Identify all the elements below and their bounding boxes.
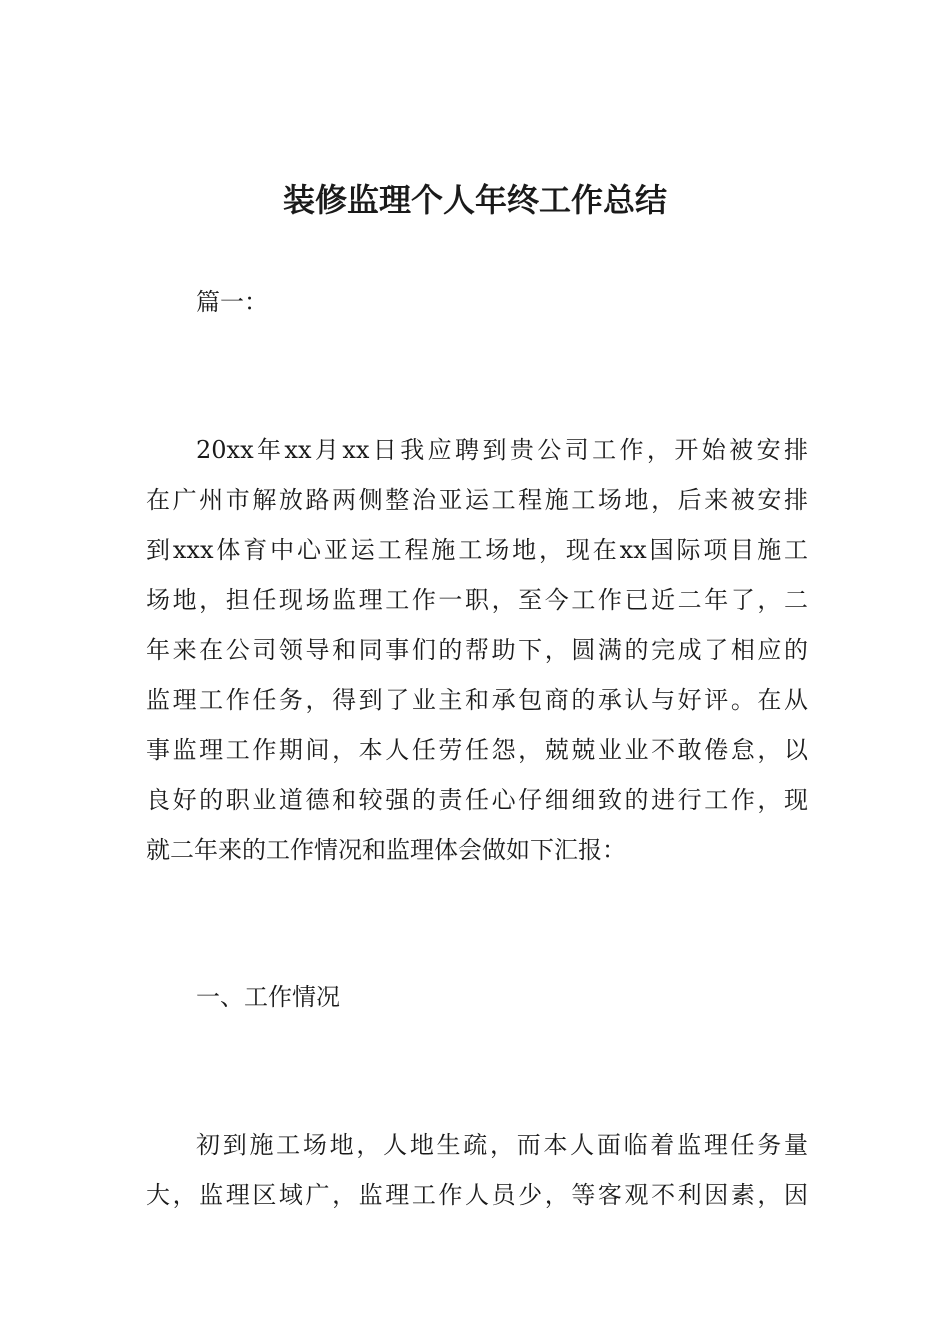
section-heading: 一、工作情况 xyxy=(196,983,340,1011)
document-title: 装修监理个人年终工作总结 xyxy=(282,181,667,219)
paragraph-line: 到xxx体育中心亚运工程施工场地，现在xx国际项目施工 xyxy=(146,536,808,564)
paragraph-line: 场地，担任现场监理工作一职，至今工作已近二年了，二 xyxy=(146,586,808,614)
paragraph-line: 监理工作任务，得到了业主和承包商的承认与好评。在从 xyxy=(146,686,808,714)
paragraph-intro xyxy=(146,425,808,875)
paragraph-line: 良好的职业道德和较强的责任心仔细细致的进行工作，现 xyxy=(146,786,808,814)
paragraph-line: 大，监理区域广，监理工作人员少，等客观不利因素，因 xyxy=(146,1181,808,1209)
paragraph-line: 20xx年xx月xx日我应聘到贵公司工作，开始被安排 xyxy=(196,436,808,464)
section-label: 篇一： xyxy=(196,288,268,316)
paragraph-line: 在广州市解放路两侧整治亚运工程施工场地，后来被安排 xyxy=(146,486,808,514)
paragraph-line: 事监理工作期间，本人任劳任怨，兢兢业业不敢倦怠，以 xyxy=(146,736,808,764)
paragraph-line: 就二年来的工作情况和监理体会做如下汇报： xyxy=(146,836,626,864)
paragraph-line: 年来在公司领导和同事们的帮助下，圆满的完成了相应的 xyxy=(146,636,808,664)
paragraph-line: 初到施工场地，人地生疏，而本人面临着监理任务量 xyxy=(196,1131,808,1159)
paragraph-work xyxy=(146,1120,808,1220)
